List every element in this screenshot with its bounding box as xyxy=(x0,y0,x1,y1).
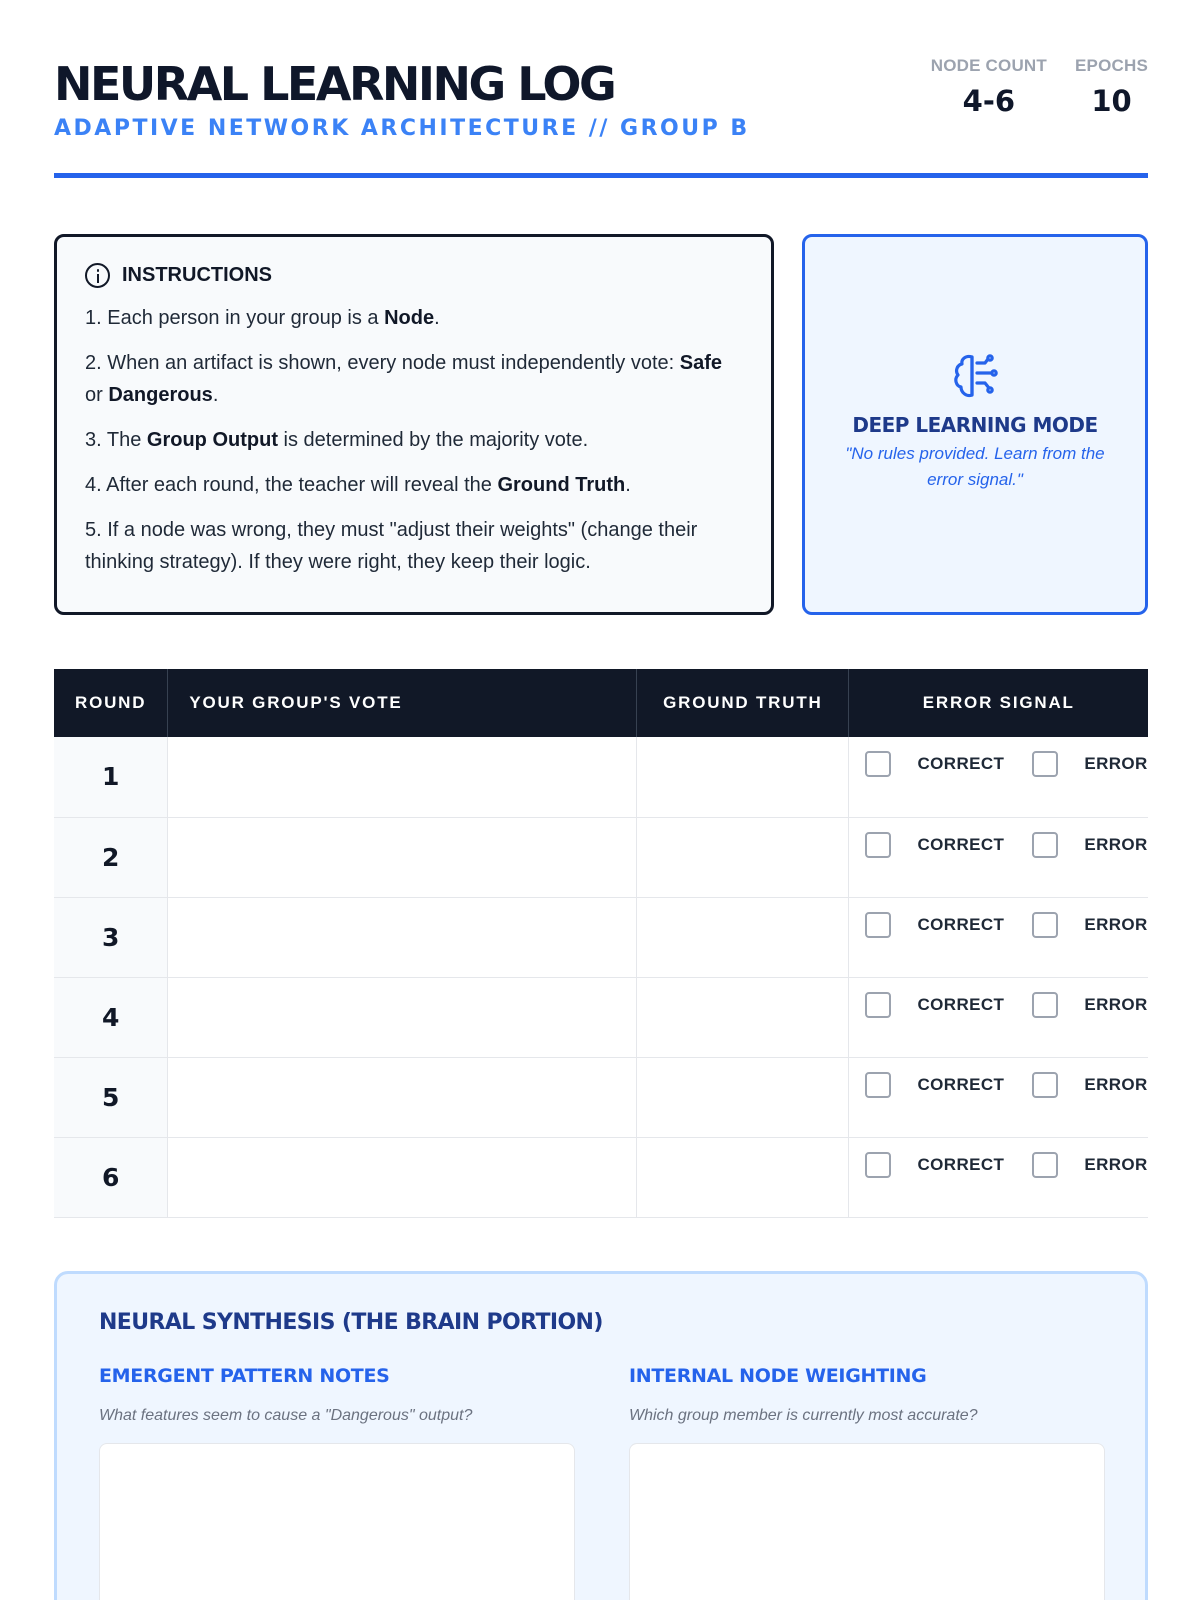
neural-synthesis-panel xyxy=(54,1271,1148,1600)
instruction-item xyxy=(85,514,743,578)
correct-label: CORRECT xyxy=(917,914,1005,934)
round-number: 5 xyxy=(54,1057,168,1137)
instruction-emphasis: Safe xyxy=(679,352,723,374)
instruction-text: 3. The xyxy=(85,429,147,451)
correct-label: CORRECT xyxy=(917,1074,1005,1094)
instruction-text: . xyxy=(212,384,219,406)
error-signal-cell xyxy=(849,1057,1148,1137)
group-vote-cell[interactable] xyxy=(168,817,637,897)
error-signal-options xyxy=(849,818,1148,858)
instruction-emphasis: Ground Truth xyxy=(497,474,626,496)
ground-truth-cell[interactable] xyxy=(637,1137,849,1217)
round-number: 4 xyxy=(54,977,168,1057)
table-row xyxy=(54,897,1148,977)
instructions-list xyxy=(85,302,743,578)
header-vote: YOUR GROUP'S VOTE xyxy=(168,669,637,737)
instruction-text: . xyxy=(625,474,631,496)
learning-log-table xyxy=(54,669,1148,1218)
group-vote-cell[interactable] xyxy=(168,1057,637,1137)
error-label: ERROR xyxy=(1084,1154,1148,1174)
correct-checkbox[interactable] xyxy=(865,751,891,777)
instructions-panel xyxy=(54,234,774,615)
group-vote-cell[interactable] xyxy=(168,1137,637,1217)
correct-label: CORRECT xyxy=(917,754,1005,773)
stats xyxy=(931,56,1148,118)
node-count-stat xyxy=(931,56,1047,118)
ground-truth-cell[interactable] xyxy=(637,817,849,897)
error-label: ERROR xyxy=(1084,994,1148,1014)
round-number: 1 xyxy=(54,737,168,817)
instruction-emphasis: Dangerous xyxy=(108,384,213,406)
synthesis-columns xyxy=(99,1365,1103,1600)
header-divider xyxy=(54,173,1148,178)
table-row xyxy=(54,1057,1148,1137)
error-signal-options xyxy=(849,737,1148,777)
brain-icon xyxy=(952,351,998,401)
error-signal-options xyxy=(849,898,1148,938)
group-vote-cell[interactable] xyxy=(168,737,637,817)
error-checkbox[interactable] xyxy=(1032,832,1058,858)
epochs-label: EPOCHS xyxy=(1075,56,1148,75)
ground-truth-cell[interactable] xyxy=(637,737,849,817)
error-checkbox[interactable] xyxy=(1032,992,1058,1018)
instruction-text: 4. After each round, the teacher will reveal the xyxy=(85,474,498,496)
node-count-value: 4-6 xyxy=(962,84,1016,118)
instruction-item xyxy=(85,469,743,501)
error-signal-cell xyxy=(849,1137,1148,1217)
instruction-item xyxy=(85,424,743,456)
table-row xyxy=(54,737,1148,817)
error-checkbox[interactable] xyxy=(1032,912,1058,938)
error-checkbox[interactable] xyxy=(1032,751,1058,777)
ground-truth-cell[interactable] xyxy=(637,897,849,977)
table-row xyxy=(54,817,1148,897)
correct-label: CORRECT xyxy=(917,994,1005,1014)
table-row xyxy=(54,1137,1148,1217)
error-signal-options xyxy=(849,978,1148,1018)
pattern-notes-prompt: What features seem to cause a "Dangerous" output? xyxy=(99,1407,473,1424)
correct-checkbox[interactable] xyxy=(865,832,891,858)
deep-learning-quote: "No rules provided. Learn from the error signal." xyxy=(845,444,1105,489)
error-signal-cell xyxy=(849,977,1148,1057)
correct-label: CORRECT xyxy=(917,834,1005,854)
group-vote-cell[interactable] xyxy=(168,897,637,977)
error-signal-cell xyxy=(849,897,1148,977)
error-label: ERROR xyxy=(1084,1074,1148,1094)
epochs-stat xyxy=(1075,56,1148,118)
group-vote-cell[interactable] xyxy=(168,977,637,1057)
pattern-notes-section xyxy=(99,1365,575,1600)
instruction-text: 1. Each person in your group is a xyxy=(85,307,385,329)
correct-checkbox[interactable] xyxy=(865,992,891,1018)
instruction-text: 2. When an artifact is shown, every node must independently vote: xyxy=(85,352,680,374)
instruction-item xyxy=(85,302,743,334)
info-icon xyxy=(85,263,110,288)
instruction-emphasis: Node xyxy=(384,307,435,329)
error-signal-options xyxy=(849,1058,1148,1098)
instruction-item xyxy=(85,347,743,411)
node-weighting-field[interactable] xyxy=(629,1443,1105,1600)
correct-checkbox[interactable] xyxy=(865,912,891,938)
correct-label: CORRECT xyxy=(917,1154,1005,1174)
header-ground-truth: GROUND TRUTH xyxy=(637,669,849,737)
ground-truth-cell[interactable] xyxy=(637,1057,849,1137)
pattern-notes-field[interactable] xyxy=(99,1443,575,1600)
header-error-signal: ERROR SIGNAL xyxy=(849,669,1148,737)
error-checkbox[interactable] xyxy=(1032,1152,1058,1178)
pattern-notes-heading: EMERGENT PATTERN NOTES xyxy=(99,1365,390,1387)
page-subtitle: ADAPTIVE NETWORK ARCHITECTURE // GROUP B xyxy=(54,116,750,141)
round-number: 3 xyxy=(54,897,168,977)
instructions-heading xyxy=(85,263,743,288)
error-checkbox[interactable] xyxy=(1032,1072,1058,1098)
node-count-label: NODE COUNT xyxy=(930,56,1047,75)
round-number: 6 xyxy=(54,1137,168,1217)
table-header-row xyxy=(54,669,1148,737)
table-body xyxy=(54,737,1148,1217)
error-signal-options xyxy=(849,1138,1148,1178)
page-title: NEURAL LEARNING LOG xyxy=(54,57,615,111)
error-signal-cell xyxy=(849,817,1148,897)
instruction-emphasis: Group Output xyxy=(146,429,278,451)
deep-learning-panel xyxy=(802,234,1148,615)
instruction-text: . xyxy=(434,307,440,329)
table-row xyxy=(54,977,1148,1057)
correct-checkbox[interactable] xyxy=(865,1152,891,1178)
node-weighting-section xyxy=(629,1365,1105,1600)
ground-truth-cell[interactable] xyxy=(637,977,849,1057)
round-number: 2 xyxy=(54,817,168,897)
node-weighting-prompt: Which group member is currently most accurate? xyxy=(629,1407,978,1424)
node-weighting-heading: INTERNAL NODE WEIGHTING xyxy=(629,1365,927,1387)
deep-learning-title: DEEP LEARNING MODE xyxy=(852,413,1098,437)
correct-checkbox[interactable] xyxy=(865,1072,891,1098)
error-signal-cell xyxy=(849,737,1148,817)
header xyxy=(54,56,1148,141)
synthesis-title: NEURAL SYNTHESIS (THE BRAIN PORTION) xyxy=(99,1310,603,1335)
instruction-text: is determined by the majority vote. xyxy=(277,429,589,451)
error-label: ERROR xyxy=(1084,834,1148,854)
error-label: ERROR xyxy=(1084,914,1148,934)
instructions-title: INSTRUCTIONS xyxy=(122,264,272,286)
instruction-text: 5. If a node was wrong, they must "adjust their weights" (change their thinking strategy). If they were right, they keep their logic. xyxy=(85,519,698,573)
epochs-value: 10 xyxy=(1091,84,1132,118)
header-round: ROUND xyxy=(54,669,168,737)
error-label: ERROR xyxy=(1084,754,1148,773)
instruction-text: or xyxy=(85,384,109,406)
